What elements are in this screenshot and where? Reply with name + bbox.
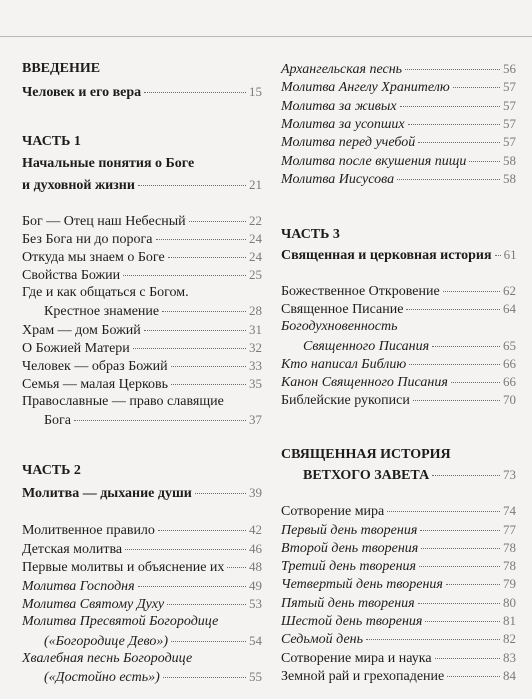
toc-entry-title: Канон Священного Писания (281, 375, 448, 390)
dot-leader (227, 567, 246, 568)
dot-leader (435, 658, 500, 659)
toc-entry (22, 321, 262, 340)
toc-entry (22, 411, 262, 430)
toc-entry (22, 521, 262, 540)
dot-leader (195, 493, 246, 494)
toc-entry-title: ЧАСТЬ 2 (22, 463, 81, 478)
dot-leader (74, 420, 246, 421)
toc-entry-page: 58 (503, 171, 516, 186)
toc-entry-title: Молитва после вкушения пищи (281, 154, 467, 169)
toc-entry-title: Третий день творения (281, 559, 417, 574)
toc-entry-page: 57 (503, 98, 516, 113)
dot-leader (168, 257, 246, 258)
toc-entry (281, 60, 516, 79)
toc-entry-page: 78 (503, 558, 516, 573)
toc-entry-page: 31 (249, 322, 262, 337)
toc-entry-page: 48 (249, 559, 262, 574)
dot-leader (447, 676, 500, 677)
toc-entry (22, 595, 262, 614)
toc-entry (22, 339, 262, 358)
toc-entry (281, 373, 516, 392)
toc-entry (22, 632, 262, 651)
toc-entry-page: 57 (503, 79, 516, 94)
toc-entry (22, 212, 262, 231)
toc-entry-page: 82 (503, 631, 516, 646)
toc-entry-title: Священная и церковная история (281, 248, 492, 263)
toc-entry-page: 39 (249, 485, 262, 500)
toc-entry-page: 56 (503, 61, 516, 76)
toc-entry-title: Молитва Пресвятой Богородице (22, 614, 219, 629)
dot-leader (400, 106, 500, 107)
toc-entry-title: Первые молитвы и объяснение их (22, 560, 225, 575)
toc-entry-page: 53 (249, 596, 262, 611)
toc-entry-page: 65 (503, 338, 516, 353)
dot-leader (495, 255, 501, 256)
toc-entry (281, 115, 516, 134)
dot-leader (123, 275, 246, 276)
toc-entry (281, 446, 451, 464)
dot-leader (432, 346, 500, 347)
dot-leader (405, 69, 500, 70)
toc-entry-title: О Божией Матери (22, 341, 130, 356)
dot-leader (408, 124, 500, 125)
toc-entry-title: Молитва Святому Духу (22, 597, 165, 612)
toc-entry-title: Священного Писания (303, 339, 430, 354)
dot-leader (446, 584, 500, 585)
toc-entry-title: и духовной жизни (22, 178, 135, 193)
toc-entry-title: Бог — Отец наш Небесный (22, 214, 186, 229)
toc-entry-title: Кто написал Библию (281, 357, 407, 372)
toc-entry-page: 83 (503, 650, 516, 665)
toc-entry (22, 248, 262, 267)
dot-leader (171, 641, 246, 642)
toc-entry-title: Седьмой день (281, 632, 363, 647)
toc-entry (22, 375, 262, 394)
dot-leader (418, 603, 500, 604)
toc-entry (281, 133, 516, 152)
toc-entry-title: Второй день творения (281, 541, 419, 556)
dot-leader (189, 221, 246, 222)
toc-entry-title: Хвалебная песнь Богородице (22, 651, 193, 666)
toc-entry-page: 74 (503, 503, 516, 518)
toc-entry (281, 667, 516, 686)
toc-entry (281, 630, 516, 649)
dot-leader (443, 291, 500, 292)
dot-leader (158, 530, 246, 531)
toc-entry-title: Земной рай и грехопадение (281, 669, 445, 684)
toc-entry-title: Без Бога ни до порога (22, 232, 153, 247)
toc-entry (281, 557, 516, 576)
toc-entry-title: ЧАСТЬ 1 (22, 134, 81, 149)
dot-leader (397, 179, 500, 180)
toc-entry (22, 540, 262, 559)
toc-entry-title: Четвертый день творения (281, 577, 443, 592)
toc-entry (22, 83, 262, 102)
toc-entry-title: Пятый день творения (281, 596, 415, 611)
toc-entry (281, 612, 516, 631)
toc-entry-title: Свойства Божии (22, 268, 121, 283)
toc-entry-page: 46 (249, 541, 262, 556)
toc-entry-page: 80 (503, 595, 516, 610)
toc-entry-page: 24 (249, 231, 262, 246)
toc-entry-title: Первый день творения (281, 523, 418, 538)
dot-leader (419, 566, 500, 567)
toc-entry (281, 337, 516, 356)
toc-entry (22, 266, 262, 285)
toc-entry-title: Молитва — дыхание души (22, 486, 192, 501)
toc-entry (22, 230, 262, 249)
dot-leader (418, 142, 500, 143)
toc-entry-page: 37 (249, 412, 262, 427)
toc-entry-title: («Богородице Дево») (44, 634, 169, 649)
toc-entry (281, 282, 516, 301)
toc-entry (22, 668, 262, 687)
toc-entry (281, 97, 516, 116)
dot-leader (162, 311, 246, 312)
toc-entry-page: 35 (249, 376, 262, 391)
toc-entry-title: Библейские рукописи (281, 393, 410, 408)
toc-entry (281, 300, 516, 319)
dot-leader (409, 364, 500, 365)
toc-entry (281, 575, 516, 594)
toc-entry (22, 357, 262, 376)
dot-leader (125, 549, 246, 550)
toc-entry-page: 62 (503, 283, 516, 298)
toc-entry-page: 22 (249, 213, 262, 228)
toc-entry-title: Молитва Иисусова (281, 172, 395, 187)
toc-entry-title: Бога (44, 413, 71, 428)
toc-entry-title: Сотворение мира (281, 504, 385, 519)
toc-entry (281, 246, 516, 265)
dot-leader (366, 639, 500, 640)
toc-entry-page: 64 (503, 301, 516, 316)
toc-entry-page: 66 (503, 356, 516, 371)
dot-leader (451, 382, 500, 383)
toc-entry (22, 393, 224, 411)
toc-entry (281, 539, 516, 558)
toc-entry (22, 613, 218, 631)
toc-entry-page: 79 (503, 576, 516, 591)
dot-leader (420, 530, 500, 531)
toc-entry-page: 32 (249, 340, 262, 355)
toc-entry (281, 226, 340, 244)
toc-entry-title: Православные — право славящие (22, 394, 224, 409)
toc-entry-title: Крестное знамение (44, 304, 160, 319)
toc-entry (22, 302, 262, 321)
dot-leader (425, 621, 500, 622)
toc-entry-title: ЧАСТЬ 3 (281, 227, 340, 242)
toc-entry (281, 318, 398, 336)
toc-entry-title: Семья — малая Церковь (22, 377, 169, 392)
toc-entry-title: Начальные понятия о Боге (22, 156, 195, 171)
toc-entry (22, 284, 189, 302)
toc-entry-title: Священное Писание (281, 302, 404, 317)
toc-entry-page: 57 (503, 116, 516, 131)
toc-entry-page: 81 (503, 613, 516, 628)
toc-entry-title: Где и как общаться с Богом. (22, 285, 189, 300)
toc-entry-page: 84 (503, 668, 516, 683)
toc-entry-title: («Достойно есть») (44, 670, 160, 685)
toc-entry-page: 77 (503, 522, 516, 537)
dot-leader (163, 677, 246, 678)
toc-entry (281, 152, 516, 171)
toc-entry (281, 502, 516, 521)
toc-entry-page: 54 (249, 633, 262, 648)
toc-entry (22, 60, 100, 78)
toc-entry-title: СВЯЩЕННАЯ ИСТОРИЯ (281, 447, 451, 462)
toc-entry-title: Молитва Ангелу Хранителю (281, 80, 450, 95)
toc-entry (281, 170, 516, 189)
toc-entry (22, 155, 194, 173)
toc-entry-page: 28 (249, 303, 262, 318)
toc-entry-page: 78 (503, 540, 516, 555)
toc-entry (281, 78, 516, 97)
toc-entry-title: Человек и его вера (22, 85, 142, 100)
toc-entry (22, 133, 81, 151)
toc-entry (281, 521, 516, 540)
dot-leader (156, 239, 246, 240)
dot-leader (133, 348, 246, 349)
toc-entry (281, 355, 516, 374)
toc-entry-title: Молитва Господня (22, 579, 135, 594)
toc-entry-title: Божественное Откровение (281, 284, 440, 299)
toc-entry-page: 57 (503, 134, 516, 149)
toc-entry-page: 21 (249, 177, 262, 192)
toc-entry-page: 25 (249, 267, 262, 282)
dot-leader (167, 604, 246, 605)
toc-entry-title: Шестой день творения (281, 614, 423, 629)
toc-entry-page: 58 (503, 153, 516, 168)
dot-leader (138, 586, 246, 587)
dot-leader (171, 384, 246, 385)
toc-entry-title: Молитва за усопших (281, 117, 405, 132)
toc-entry (22, 577, 262, 596)
toc-entry-title: Сотворение мира и наука (281, 651, 432, 666)
dot-leader (453, 87, 500, 88)
toc-entry (22, 462, 81, 480)
toc-entry (281, 466, 516, 485)
dot-leader (138, 185, 246, 186)
dot-leader (171, 366, 246, 367)
dot-leader (421, 548, 500, 549)
toc-entry-page: 15 (249, 84, 262, 99)
toc-entry (22, 650, 192, 668)
toc-entry-title: Молитва за живых (281, 99, 397, 114)
dot-leader (413, 400, 500, 401)
toc-entry-title: ВЕТХОГО ЗАВЕТА (303, 468, 430, 483)
toc-entry-page: 61 (503, 247, 517, 262)
toc-entry-title: Храм — дом Божий (22, 323, 141, 338)
dot-leader (432, 475, 500, 476)
toc-entry (22, 558, 262, 577)
toc-entry-title: Молитвенное правило (22, 523, 155, 538)
toc-entry-page: 33 (249, 358, 262, 373)
dot-leader (144, 330, 246, 331)
dot-leader (387, 511, 500, 512)
toc-entry (281, 594, 516, 613)
toc-entry-page: 70 (503, 392, 516, 407)
dot-leader (144, 92, 246, 93)
dot-leader (469, 161, 500, 162)
toc-entry-title: Архангельская песнь (281, 62, 403, 77)
toc-entry-page: 73 (503, 467, 516, 482)
dot-leader (406, 309, 500, 310)
toc-entry (281, 391, 516, 410)
toc-entry (22, 176, 262, 195)
toc-entry (281, 649, 516, 668)
toc-entry-title: Человек — образ Божий (22, 359, 168, 374)
toc-entry-page: 42 (249, 522, 262, 537)
toc-entry-title: ВВЕДЕНИЕ (22, 61, 101, 76)
toc-entry-page: 49 (249, 578, 262, 593)
toc-entry-title: Откуда мы знаем о Боге (22, 250, 165, 265)
toc-entry-title: Молитва перед учебой (281, 135, 416, 150)
toc-entry (22, 484, 262, 503)
page-top-rule (0, 36, 532, 37)
toc-entry-title: Детская молитва (22, 542, 123, 557)
toc-entry-page: 24 (249, 249, 262, 264)
toc-entry-title: Богодухновенность (281, 319, 398, 334)
toc-entry-page: 66 (503, 374, 516, 389)
toc-entry-page: 55 (249, 669, 262, 684)
